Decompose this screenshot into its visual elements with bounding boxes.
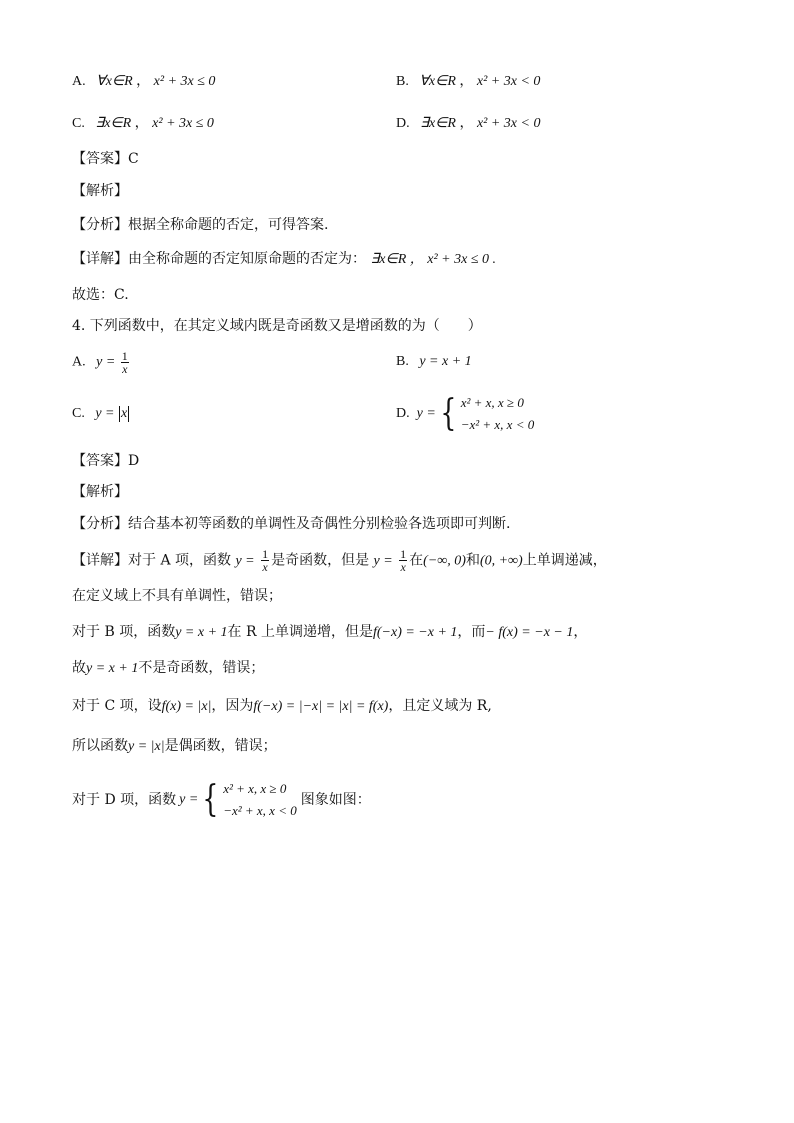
fenxi-text: 结合基本初等函数的单调性及奇偶性分别检验各选项即可判断. <box>128 516 511 532</box>
q4-option-a <box>72 350 131 375</box>
option-label: B. <box>396 354 409 369</box>
option-label: D. <box>396 116 410 131</box>
q4-detail-line-6 <box>72 736 277 757</box>
detail-text: 上单调递减， <box>522 552 607 569</box>
abs-bar-left <box>119 406 120 422</box>
q4-stem: 4. 下列函数中，在其定义域内既是奇函数又是增函数的为（ ） <box>72 318 482 334</box>
detail-text: 在 R 上单调递增，但是 <box>227 624 373 640</box>
answer-tag: 【答案】 <box>72 453 128 469</box>
option-label: A. <box>72 354 86 370</box>
left-brace: { <box>202 779 219 820</box>
option-lhs: y = <box>416 406 436 421</box>
answer-tag: 【答案】 <box>72 151 128 167</box>
math: f(x) = |x| <box>161 699 212 714</box>
detail-text: ，而 <box>457 624 486 640</box>
detail-text: 所以函数 <box>72 738 128 754</box>
detail-text: 图象如图： <box>300 792 371 808</box>
case-2: −x² + x, x < 0 <box>460 417 535 432</box>
option-condition: ∃x∈R <box>95 116 132 131</box>
detail-text: 是奇函数，但是 <box>271 552 370 569</box>
piecewise-cases <box>223 778 297 822</box>
piecewise-expression <box>72 778 371 822</box>
option-expression: y = x + 1 <box>419 354 472 369</box>
q4-detail-line-5 <box>72 696 492 717</box>
answer-value: C <box>128 151 139 167</box>
answer-value: D <box>128 453 140 469</box>
detail-text: 不是奇函数，错误； <box>138 660 265 676</box>
option-label: B. <box>396 74 409 89</box>
piecewise-cases <box>461 392 535 436</box>
option-label: A. <box>72 74 86 89</box>
q3-answer <box>72 149 139 169</box>
q3-option-c: C. ∃x∈R ， x² + 3x ≤ 0 <box>72 116 214 131</box>
q4-detail-line-2: 在定义域上不具有单调性，错误； <box>72 588 282 604</box>
option-condition: ∃x∈R <box>420 116 456 131</box>
q4-option-b <box>396 352 472 372</box>
detail-text: 在 <box>409 552 424 569</box>
q4-answer <box>72 451 139 471</box>
case-1: x² + x, x ≥ 0 <box>460 395 524 410</box>
q4-option-d <box>396 392 534 436</box>
q4-detail-line-7 <box>72 778 371 822</box>
option-expression: x² + 3x < 0 <box>476 74 541 89</box>
option-label: C. <box>72 116 85 131</box>
option-variable: x <box>121 406 128 421</box>
detail-text: 故 <box>72 660 86 676</box>
interval: (−∞, 0) <box>423 553 466 569</box>
detail-tag: 【详解】 <box>72 552 128 569</box>
math: f(−x) = −x + 1 <box>372 625 458 640</box>
option-condition: ∀x∈R <box>96 74 133 89</box>
math: y = x + 1 <box>175 625 228 640</box>
option-condition: ∀x∈R <box>419 74 456 89</box>
q3-fenxi <box>72 215 328 235</box>
q3-option-b: B. ∀x∈R ， x² + 3x < 0 <box>396 74 541 89</box>
math: f(−x) = |−x| = |x| = f(x) <box>253 699 389 714</box>
q4-detail-line-3 <box>72 622 587 643</box>
option-expression: x² + 3x ≤ 0 <box>152 116 214 131</box>
detail-text: 是偶函数，错误； <box>164 738 277 754</box>
detail-text: 对于 B 项，函数 <box>72 624 176 640</box>
detail-text: ，因为 <box>211 698 254 714</box>
q3-option-d: D. ∃x∈R ， x² + 3x < 0 <box>396 116 541 131</box>
option-label: D. <box>396 406 410 421</box>
math: y = <box>179 792 199 807</box>
q4-option-c <box>72 404 130 424</box>
option-expression: x² + 3x ≤ 0 <box>153 74 216 89</box>
fenxi-tag: 【分析】 <box>72 217 128 233</box>
fraction-numerator: 1 <box>121 349 128 363</box>
detail-math: ∃x∈R ， x² + 3x ≤ 0 . <box>370 252 497 267</box>
fraction: $\frac{1}{x}$ <box>400 547 407 574</box>
detail-tag: 【详解】 <box>72 251 128 267</box>
math: y = x + 1 <box>86 661 139 676</box>
detail-text: ，且定义域为 R, <box>388 698 492 714</box>
q3-detail <box>72 249 496 270</box>
fraction: $\frac{1}{x}$ <box>262 547 269 574</box>
fraction <box>121 350 129 375</box>
option-label: C. <box>72 406 85 421</box>
option-lhs: y = <box>96 354 116 370</box>
detail-text: 由全称命题的否定知原命题的否定为： <box>128 251 366 267</box>
case-2: −x² + x, x < 0 <box>223 803 297 818</box>
option-lhs: y = <box>95 406 115 421</box>
q4-fenxi <box>72 514 510 534</box>
math: y = |x| <box>128 739 165 754</box>
q3-analysis-tag: 【解析】 <box>72 183 128 199</box>
abs-bar-right <box>128 406 129 422</box>
piecewise-option <box>396 392 534 436</box>
q4-detail-line-1: 【详解】对于 A 项，函数 y = $\frac{1}{x}$ 是奇函数，但是 y = $\frac{1}{x}$ 在(−∞, 0)和(0, +∞)上单调递减， <box>72 547 607 574</box>
q3-option-a: A. ∀x∈R ， x² + 3x ≤ 0 <box>72 74 216 89</box>
fraction-denominator: x <box>122 362 128 376</box>
detail-text: 对于 A 项，函数 <box>128 552 232 569</box>
detail-text: ， <box>573 624 588 640</box>
left-brace: { <box>440 393 457 434</box>
q3-choose: 故选：C. <box>72 287 129 303</box>
detail-text: 对于 D 项，函数 <box>72 792 177 808</box>
fenxi-tag: 【分析】 <box>72 516 128 532</box>
detail-text: 和 <box>465 552 480 569</box>
math: − f(x) = −x − 1 <box>485 625 574 640</box>
q4-detail-line-4 <box>72 658 264 679</box>
interval: (0, +∞) <box>479 553 523 569</box>
option-expression: x² + 3x < 0 <box>476 116 541 131</box>
q4-analysis-tag: 【解析】 <box>72 484 128 500</box>
detail-text: 对于 C 项，设 <box>72 698 162 714</box>
fenxi-text: 根据全称命题的否定，可得答案. <box>128 217 329 233</box>
case-1: x² + x, x ≥ 0 <box>223 781 287 796</box>
